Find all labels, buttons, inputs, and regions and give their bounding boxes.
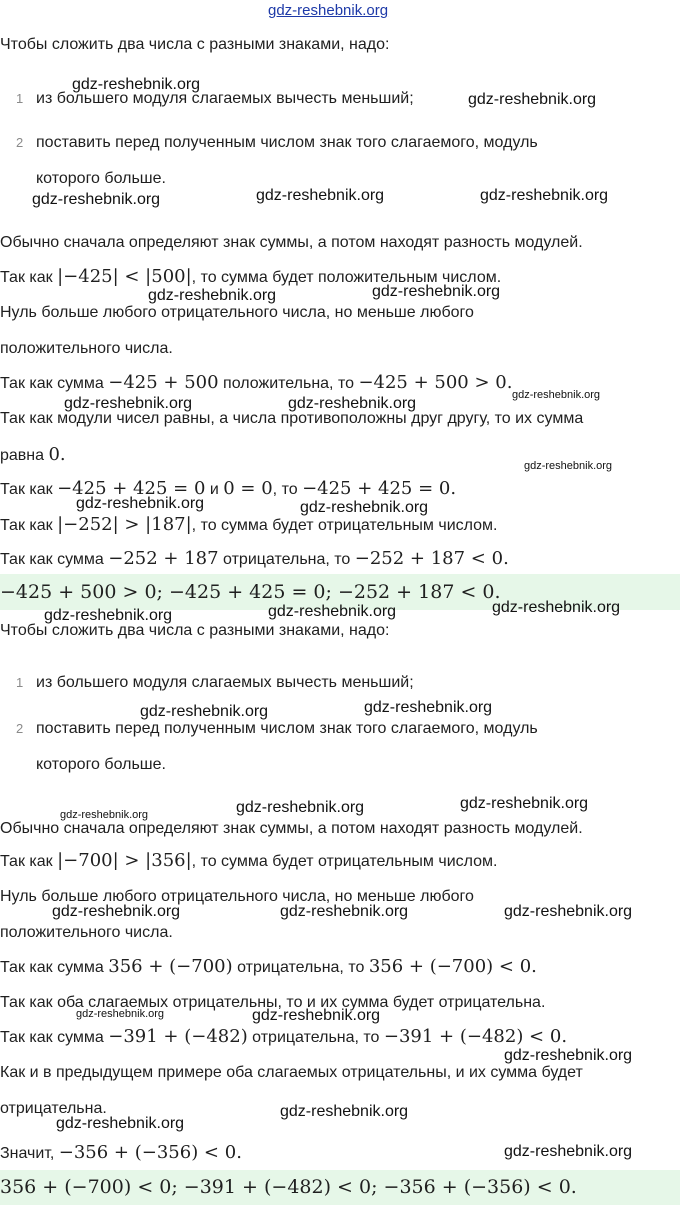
text: положительна, то bbox=[218, 375, 359, 392]
text: Так как bbox=[0, 269, 58, 286]
watermark: gdz-reshebnik.org bbox=[76, 495, 205, 512]
watermark: gdz-reshebnik.org bbox=[72, 76, 201, 93]
paragraph bbox=[0, 1142, 242, 1165]
watermark: gdz-reshebnik.org bbox=[492, 599, 621, 616]
paragraph bbox=[0, 514, 498, 537]
paragraph: Нуль больше любого отрицательного числа, но меньше любого bbox=[0, 304, 474, 321]
answer-expression: −425 + 500 > 0; −425 + 425 = 0; −252 + 187 < 0. bbox=[0, 581, 501, 603]
watermark: gdz-reshebnik.org bbox=[76, 1008, 165, 1020]
paragraph bbox=[0, 372, 512, 395]
watermark: gdz-reshebnik.org bbox=[280, 1103, 409, 1120]
watermark: gdz-reshebnik.org bbox=[64, 395, 193, 412]
step-text: поставить перед полученным числом знак того слагаемого, модуль bbox=[36, 134, 538, 151]
step-number: 2 bbox=[16, 721, 24, 736]
text: Так как сумма bbox=[0, 551, 109, 568]
watermark: gdz-reshebnik.org bbox=[236, 799, 365, 816]
text: Так как bbox=[0, 853, 58, 870]
math-expression: |−425| < |500| bbox=[57, 266, 192, 287]
watermark: gdz-reshebnik.org bbox=[52, 903, 181, 920]
step-text: поставить перед полученным числом знак того слагаемого, модуль bbox=[36, 720, 538, 737]
paragraph bbox=[0, 478, 456, 501]
math-expression: 0. bbox=[48, 444, 66, 465]
text: и bbox=[205, 481, 224, 498]
text: , то сумма будет отрицательным числом. bbox=[191, 853, 498, 870]
text: , то bbox=[272, 481, 303, 498]
paragraph: положительного числа. bbox=[0, 924, 173, 941]
text: отрицательна, то bbox=[232, 959, 369, 976]
text: Так как сумма bbox=[0, 959, 109, 976]
watermark: gdz-reshebnik.org bbox=[44, 607, 173, 624]
text: отрицательна, то bbox=[247, 1029, 384, 1046]
math-expression: −252 + 187 < 0. bbox=[354, 548, 509, 569]
step-text: из большего модуля слагаемых вычесть меньший; bbox=[36, 674, 414, 691]
math-expression: −425 + 500 bbox=[108, 372, 219, 393]
watermark: gdz-reshebnik.org bbox=[512, 389, 601, 401]
watermark: gdz-reshebnik.org bbox=[364, 699, 493, 716]
math-expression: −391 + (−482) < 0. bbox=[383, 1026, 568, 1047]
paragraph: Так как оба слагаемых отрицательны, то и их сумма будет отрицательна. bbox=[0, 994, 546, 1011]
paragraph: отрицательна. bbox=[0, 1100, 107, 1117]
watermark: gdz-reshebnik.org bbox=[524, 460, 613, 472]
math-expression: −391 + (−482) bbox=[108, 1026, 248, 1047]
text: равна bbox=[0, 447, 49, 464]
watermark: gdz-reshebnik.org bbox=[372, 283, 501, 300]
answer-band bbox=[0, 1170, 680, 1205]
paragraph: Как и в предыдущем примере оба слагаемых отрицательны, и их сумма будет bbox=[0, 1064, 583, 1081]
math-expression: 356 + (−700) < 0. bbox=[368, 956, 537, 977]
paragraph bbox=[0, 548, 509, 571]
watermark: gdz-reshebnik.org bbox=[252, 1007, 381, 1024]
text: отрицательна, то bbox=[218, 551, 355, 568]
watermark: gdz-reshebnik.org bbox=[32, 191, 161, 208]
step-text: из большего модуля слагаемых вычесть меньший; bbox=[36, 90, 414, 107]
math-expression: −425 + 425 = 0. bbox=[302, 478, 457, 499]
paragraph: Нуль больше любого отрицательного числа, но меньше любого bbox=[0, 888, 474, 905]
watermark: gdz-reshebnik.org bbox=[504, 1143, 633, 1160]
watermark: gdz-reshebnik.org bbox=[504, 903, 633, 920]
answer-expression: 356 + (−700) < 0; −391 + (−482) < 0; −356 + (−356) < 0. bbox=[0, 1176, 577, 1198]
site-link[interactable]: gdz-reshebnik.org bbox=[268, 2, 389, 19]
paragraph: Обычно сначала определяют знак суммы, а потом находят разность модулей. bbox=[0, 820, 583, 837]
watermark: gdz-reshebnik.org bbox=[56, 1115, 185, 1132]
math-expression: −252 + 187 bbox=[108, 548, 219, 569]
math-expression: |−252| > |187| bbox=[57, 514, 192, 535]
intro-text: Чтобы сложить два числа с разными знаками, надо: bbox=[0, 622, 390, 639]
step-number: 2 bbox=[16, 135, 24, 150]
watermark: gdz-reshebnik.org bbox=[468, 91, 597, 108]
text: , то сумма будет положительным числом. bbox=[191, 269, 502, 286]
watermark: gdz-reshebnik.org bbox=[148, 287, 277, 304]
text: , то сумма будет отрицательным числом. bbox=[191, 517, 498, 534]
paragraph: Так как модули чисел равны, а числа противоположны друг другу, то их сумма bbox=[0, 410, 584, 427]
step-number: 1 bbox=[16, 675, 24, 690]
text: Так как bbox=[0, 481, 58, 498]
text: Значит, bbox=[0, 1145, 59, 1162]
math-expression: 0 = 0 bbox=[223, 478, 273, 499]
math-expression: −356 + (−356) < 0. bbox=[58, 1142, 242, 1163]
watermark: gdz-reshebnik.org bbox=[140, 703, 269, 720]
text: Так как сумма bbox=[0, 1029, 109, 1046]
text: Так как сумма bbox=[0, 375, 109, 392]
paragraph: Обычно сначала определяют знак суммы, а потом находят разность модулей. bbox=[0, 234, 583, 251]
watermark: gdz-reshebnik.org bbox=[60, 809, 149, 821]
text: Так как bbox=[0, 517, 58, 534]
paragraph: положительного числа. bbox=[0, 340, 173, 357]
step-text-cont: которого больше. bbox=[36, 756, 166, 773]
step-number: 1 bbox=[16, 91, 24, 106]
intro-text: Чтобы сложить два числа с разными знаками, надо: bbox=[0, 36, 390, 53]
watermark: gdz-reshebnik.org bbox=[280, 903, 409, 920]
watermark: gdz-reshebnik.org bbox=[268, 603, 397, 620]
watermark: gdz-reshebnik.org bbox=[288, 395, 417, 412]
watermark: gdz-reshebnik.org bbox=[504, 1047, 633, 1064]
math-expression: |−700| > |356| bbox=[57, 850, 192, 871]
math-expression: −425 + 425 = 0 bbox=[57, 478, 206, 499]
watermark: gdz-reshebnik.org bbox=[256, 187, 385, 204]
watermark: gdz-reshebnik.org bbox=[480, 187, 609, 204]
watermark: gdz-reshebnik.org bbox=[300, 499, 429, 516]
paragraph bbox=[0, 444, 66, 467]
paragraph bbox=[0, 956, 537, 979]
paragraph bbox=[0, 1026, 567, 1049]
paragraph bbox=[0, 850, 498, 873]
math-expression: 356 + (−700) bbox=[108, 956, 233, 977]
step-text-cont: которого больше. bbox=[36, 170, 166, 187]
watermark: gdz-reshebnik.org bbox=[460, 795, 589, 812]
math-expression: −425 + 500 > 0. bbox=[358, 372, 513, 393]
